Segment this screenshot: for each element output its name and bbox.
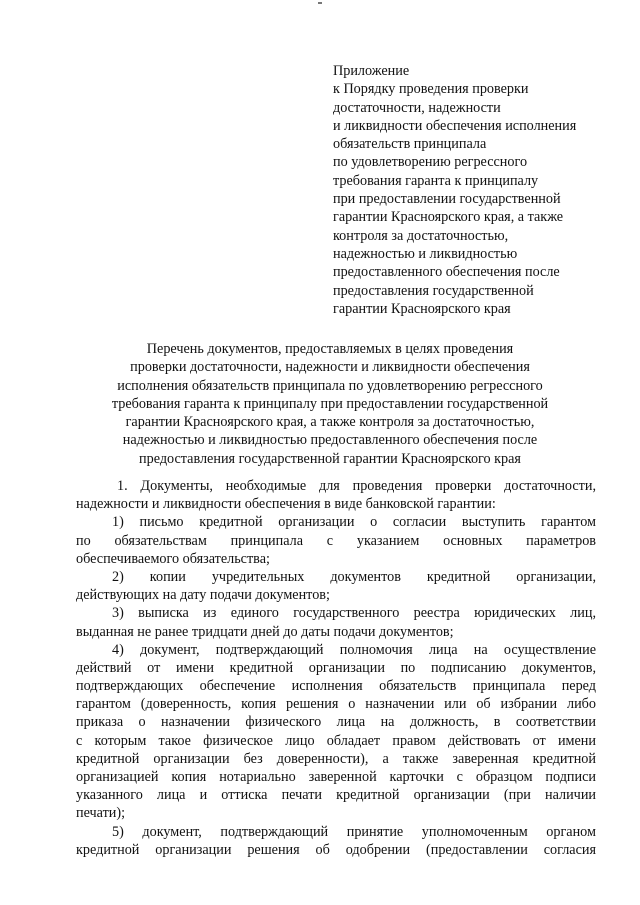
body-line: действующих на дату подачи документов;: [76, 587, 330, 604]
appendix-line: достаточности, надежности: [333, 99, 501, 116]
appendix-line: гарантии Красноярского края: [333, 300, 511, 317]
appendix-line: Приложение: [333, 63, 410, 79]
title-line: предоставления государственной гарантии Красноярского края: [139, 450, 521, 467]
appendix-line: обязательств принципала: [333, 136, 487, 153]
appendix-line: контроля за достаточностью,: [333, 227, 509, 244]
body-line: указанного лица и оттиска печати кредитной организации (при наличии: [76, 787, 596, 804]
body-line: подтверждающих обеспечение исполнения обязательств принципала перед: [76, 678, 596, 695]
appendix-line: и ликвидности обеспечения исполнения: [333, 117, 577, 134]
title-line: исполнения обязательств принципала по удовлетворению регрессного: [117, 377, 543, 394]
body-line: 1. Документы, необходимые для проведения проверки достаточности,: [117, 478, 596, 494]
title-line: надежностью и ликвидностью предоставленного обеспечения после: [122, 432, 538, 449]
appendix-line: предоставленного обеспечения после: [333, 264, 560, 281]
body-line: по обязательствам принципала с указанием основных параметров: [76, 532, 596, 549]
body-line: выданная не ранее тридцати дней до даты подачи документов;: [76, 623, 454, 640]
body-line: 1) письмо кредитной организации о согласии выступить гарантом: [112, 514, 596, 531]
appendix-line: к Порядку проведения проверки: [333, 81, 529, 98]
body-line: 5) документ, подтверждающий принятие уполномоченным органом: [112, 823, 596, 840]
scan-mark: [318, 2, 322, 4]
body-line: действий от имени кредитной организации по подписанию документов,: [76, 659, 596, 676]
body-line: 2) копии учредительных документов кредитной организации,: [112, 568, 596, 585]
body-line: 4) документ, подтверждающий полномочия лица на осуществление: [112, 641, 596, 658]
appendix-line: предоставления государственной: [333, 282, 534, 299]
body-line: обеспечиваемого обязательства;: [76, 550, 270, 567]
body-line: кредитной организации решения об одобрении (предоставлении согласия: [76, 841, 596, 858]
body-line: печати);: [76, 805, 126, 822]
title-line: проверки достаточности, надежности и ликвидности обеспечения: [130, 359, 530, 376]
title-line: гарантии Красноярского края, а также контроля за достаточностью,: [125, 414, 535, 431]
body-line: с которым такое физическое лицо обладает правом действовать от имени: [76, 732, 596, 749]
appendix-line: при предоставлении государственной: [333, 191, 561, 208]
appendix-line: гарантии Красноярского края, а также: [333, 209, 564, 226]
body-line: организацией копия нотариально заверенной карточки с образцом подписи: [76, 769, 596, 785]
appendix-line: по удовлетворению регрессного: [333, 154, 528, 171]
body-line: 3) выписка из единого государственного реестра юридических лиц,: [112, 605, 596, 622]
title-line: Перечень документов, предоставляемых в целях проведения: [146, 341, 514, 357]
appendix-line: надежностью и ликвидностью: [333, 245, 518, 262]
document-title: [60, 340, 600, 468]
document-body: [76, 477, 596, 859]
body-line: надежности и ликвидности обеспечения в виде банковской гарантии:: [76, 496, 496, 513]
body-line: кредитной организации без доверенности), а также заверенная кредитной: [76, 750, 596, 767]
body-line: гарантом (доверенность, копия решения о назначении или об избрании либо: [76, 696, 596, 713]
appendix-block: [333, 62, 613, 318]
appendix-line: требования гаранта к принципалу: [333, 172, 539, 189]
title-line: требования гаранта к принципалу при предоставлении государственной: [111, 395, 549, 412]
body-line: приказа о назначении физического лица на должность, в соответствии: [76, 714, 596, 731]
